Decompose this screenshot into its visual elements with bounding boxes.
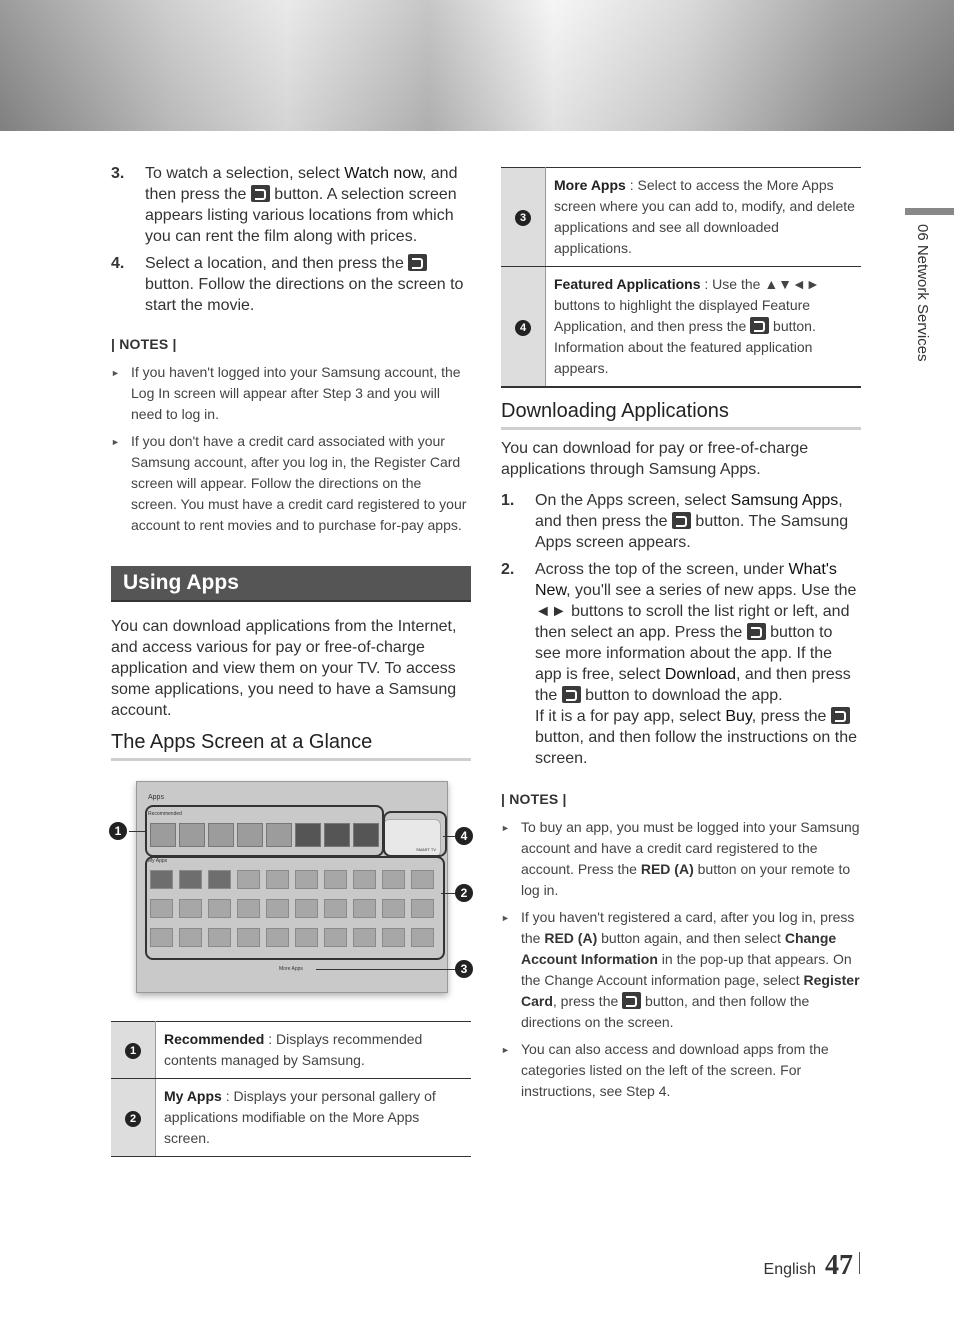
left-column (111, 163, 471, 1157)
callout-badge: 2 (455, 884, 473, 902)
step-4: 4. Select a location, and then press the button. Follow the directions on the screen to start the movie. (111, 255, 464, 314)
note-item: ► If you haven't registered a card, after you log in, press the RED (A) button again, and then select Change Account Information in the pop-up that appears. On the Change Account information page, select Register Card, press the button, and then follow the directions on the screen. (501, 907, 861, 1033)
legend-row: 1 Recommended : Displays recommended contents managed by Samsung. (111, 1022, 471, 1079)
callout-box-featured (383, 811, 447, 857)
callout-badge: 3 (455, 960, 473, 978)
callout-badge: 1 (109, 822, 127, 840)
footer-separator (859, 1252, 860, 1274)
side-tab-bar (905, 208, 954, 215)
subheading-downloading: Downloading Applications (501, 400, 861, 430)
note-item: ► To buy an app, you must be logged into your Samsung account and have a credit card registered to the account. Press the RED (A) button on your remote to log in. (501, 817, 861, 901)
download-step-1: 1. On the Apps screen, select Samsung Apps, and then press the button. The Samsung Apps screen appears. (501, 492, 849, 551)
callout-line (443, 836, 455, 837)
tv-screen: Apps Recommended SMART TV My Apps More Apps (136, 781, 448, 993)
index-badge: 3 (515, 210, 531, 226)
callout-box-myapps (145, 856, 445, 960)
note-item: ► You can also access and download apps from the categories listed on the left of the screen. For instructions, see Step 4. (501, 1039, 861, 1102)
intro-paragraph: You can download applications from the Internet, and access various for pay or free-of-charge application and view them on your TV. To access some applications, you need to have a Samsung account. (111, 618, 457, 719)
note-item: ► If you don't have a credit card associated with your Samsung account, after you log in, the Register Card screen will appear. Follow the directions on the screen. You must have a credit card registered to your account to rent movies and to purchase for-pay apps. (111, 431, 471, 536)
callout-line (129, 831, 145, 832)
legend-row: 2 My Apps : Displays your personal gallery of applications modifiable on the More Apps screen. (111, 1079, 471, 1157)
page-footer (764, 1250, 860, 1282)
index-badge: 4 (515, 320, 531, 336)
note-item: ► If you haven't logged into your Samsung account, the Log In screen will appear after Step 3 and you will need to log in. (111, 362, 471, 425)
downloading-intro: You can download for pay or free-of-charge applications through Samsung Apps. (501, 440, 809, 478)
side-tab-label: 06 Network Services (914, 224, 931, 362)
notes-heading: | NOTES | (501, 791, 567, 807)
callout-badge: 4 (455, 827, 473, 845)
download-step-2: 2. Across the top of the screen, under What's New, you'll see a series of new apps. Use the ◄► buttons to scroll the list right or left, and then select an app. Press the button to see more information about the app. If the app is free, select Download, and then press the button to download the app. If it is a for pay app, select Buy, press the button, and then follow the instructions on the screen. (501, 561, 857, 767)
subheading-apps-screen: The Apps Screen at a Glance (111, 731, 471, 761)
callout-line (441, 893, 455, 894)
index-badge: 2 (125, 1111, 141, 1127)
index-badge: 1 (125, 1043, 141, 1059)
legend-table-right (501, 167, 861, 388)
bullet-arrow-icon: ► (501, 1045, 510, 1055)
chapter-side-tab (905, 208, 954, 408)
notes-heading: | NOTES | (111, 336, 177, 352)
legend-row: 4 Featured Applications : Use the ▲▼◄► buttons to highlight the displayed Feature Application, and then press the button. Information about the featured application appears. (501, 267, 861, 388)
right-column (501, 167, 861, 1108)
footer-language: English (763, 1261, 816, 1278)
featured-app: SMART TV (383, 819, 441, 857)
enter-button-icon (831, 707, 850, 724)
section-title: Using Apps (111, 566, 471, 602)
legend-row: 3 More Apps : Select to access the More Apps screen where you can add to, modify, and delete applications and see all downloaded applications. (501, 168, 861, 267)
header-banner (0, 0, 954, 131)
bullet-arrow-icon: ► (501, 913, 510, 923)
page-number: 47 (825, 1250, 853, 1281)
step-3: 3. To watch a selection, select Watch now, and then press the button. A selection screen appears listing various locations from which you can rent the film along with prices. (111, 165, 458, 245)
enter-button-icon (622, 992, 641, 1009)
bullet-arrow-icon: ► (501, 823, 510, 833)
apps-screen-illustration (111, 781, 471, 1011)
enter-button-icon (672, 512, 691, 529)
enter-button-icon (750, 317, 769, 334)
callout-box-recommended (145, 805, 384, 857)
enter-button-icon (747, 623, 766, 640)
enter-button-icon (251, 185, 270, 202)
enter-button-icon (562, 686, 581, 703)
enter-button-icon (408, 254, 427, 271)
callout-line (316, 969, 456, 970)
bullet-arrow-icon: ► (111, 437, 120, 447)
legend-table-left (111, 1021, 471, 1157)
bullet-arrow-icon: ► (111, 368, 120, 378)
